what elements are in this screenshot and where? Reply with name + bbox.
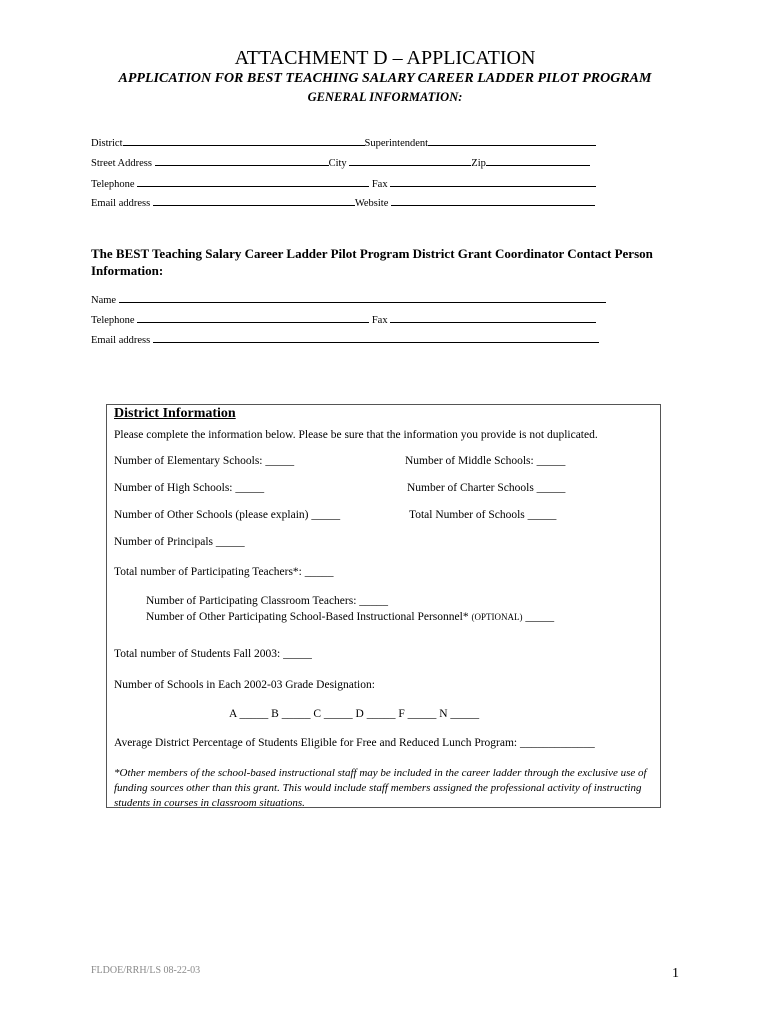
application-subtitle: APPLICATION FOR BEST TEACHING SALARY CAREER LADDER PILOT PROGRAM	[118, 71, 652, 86]
other-personnel-label: Number of Other Participating School-Based Instructional Personnel*	[146, 611, 469, 623]
address-row	[91, 155, 590, 169]
contact-phone-row	[91, 312, 596, 326]
contact-heading: The BEST Teaching Salary Career Ladder Pilot Program District Grant Coordinator Contact Person Information:	[91, 246, 653, 278]
website-field[interactable]	[391, 195, 595, 206]
page-number: 1	[672, 966, 679, 981]
contact-name-label: Name	[91, 295, 117, 306]
contact-telephone-field[interactable]	[137, 312, 369, 323]
page-title: ATTACHMENT D – APPLICATION	[234, 47, 536, 69]
contact-name-field[interactable]	[119, 292, 606, 303]
website-label: Website	[354, 198, 389, 209]
general-information-heading: GENERAL INFORMATION:	[307, 90, 463, 104]
superintendent-field[interactable]	[428, 135, 596, 146]
street-address-label: Street Address	[91, 158, 152, 169]
fax-field[interactable]	[390, 176, 596, 187]
other-personnel-field[interactable]: _____	[525, 611, 555, 623]
other-personnel-row	[146, 611, 554, 623]
grade-designation-fields[interactable]: A _____ B _____ C _____ D _____ F _____ N _____	[229, 708, 480, 720]
telephone-label: Telephone	[91, 179, 135, 190]
grade-designation-label: Number of Schools in Each 2002-03 Grade Designation:	[114, 679, 375, 691]
elementary-schools-field[interactable]: Number of Elementary Schools: _____	[114, 455, 295, 467]
district-row	[91, 135, 596, 149]
zip-field[interactable]	[486, 155, 590, 166]
city-label: City	[328, 158, 347, 169]
email-field[interactable]	[153, 195, 355, 206]
students-field[interactable]: Total number of Students Fall 2003: _____	[114, 648, 312, 660]
superintendent-label: Superintendent	[364, 138, 429, 149]
district-label: District	[91, 138, 123, 149]
footer-code: FLDOE/RRH/LS 08-22-03	[91, 965, 201, 976]
city-field[interactable]	[349, 155, 471, 166]
footnote-text: *Other members of the school-based instructional staff may be included in the career ladder through the exclusive use of funding sources other than this grant. This would include staff members assigned the professional activity of instructing students in courses in classroom situations.	[114, 767, 647, 809]
middle-schools-field[interactable]: Number of Middle Schools: _____	[405, 455, 566, 467]
contact-email-row	[91, 332, 599, 346]
email-row	[91, 195, 595, 209]
contact-fax-label: Fax	[371, 315, 388, 326]
contact-fax-field[interactable]	[390, 312, 596, 323]
district-information-box	[106, 404, 661, 808]
district-information-title: District Information	[114, 406, 236, 421]
contact-name-row	[91, 292, 606, 306]
phone-row	[91, 176, 596, 190]
telephone-field[interactable]	[137, 176, 369, 187]
free-reduced-lunch-field[interactable]: Average District Percentage of Students Eligible for Free and Reduced Lunch Program: _____________	[114, 737, 595, 749]
contact-telephone-label: Telephone	[91, 315, 135, 326]
high-schools-field[interactable]: Number of High Schools: _____	[114, 482, 265, 494]
optional-label: (OPTIONAL)	[471, 612, 523, 622]
fax-label: Fax	[371, 179, 388, 190]
zip-label: Zip	[471, 158, 486, 169]
charter-schools-field[interactable]: Number of Charter Schools _____	[407, 482, 566, 494]
principals-field[interactable]: Number of Principals _____	[114, 536, 245, 548]
street-address-field[interactable]	[155, 155, 329, 166]
participating-teachers-field[interactable]: Total number of Participating Teachers*: _____	[114, 566, 334, 578]
contact-email-label: Email address	[91, 335, 151, 346]
email-label: Email address	[91, 198, 151, 209]
contact-email-field[interactable]	[153, 332, 599, 343]
classroom-teachers-field[interactable]: Number of Participating Classroom Teachers: _____	[146, 595, 389, 607]
other-schools-field[interactable]: Number of Other Schools (please explain) _____	[114, 509, 341, 521]
district-field[interactable]	[123, 135, 365, 146]
instructions-text: Please complete the information below. Please be sure that the information you provide is not duplicated.	[114, 429, 598, 441]
total-schools-field[interactable]: Total Number of Schools _____	[409, 509, 557, 521]
